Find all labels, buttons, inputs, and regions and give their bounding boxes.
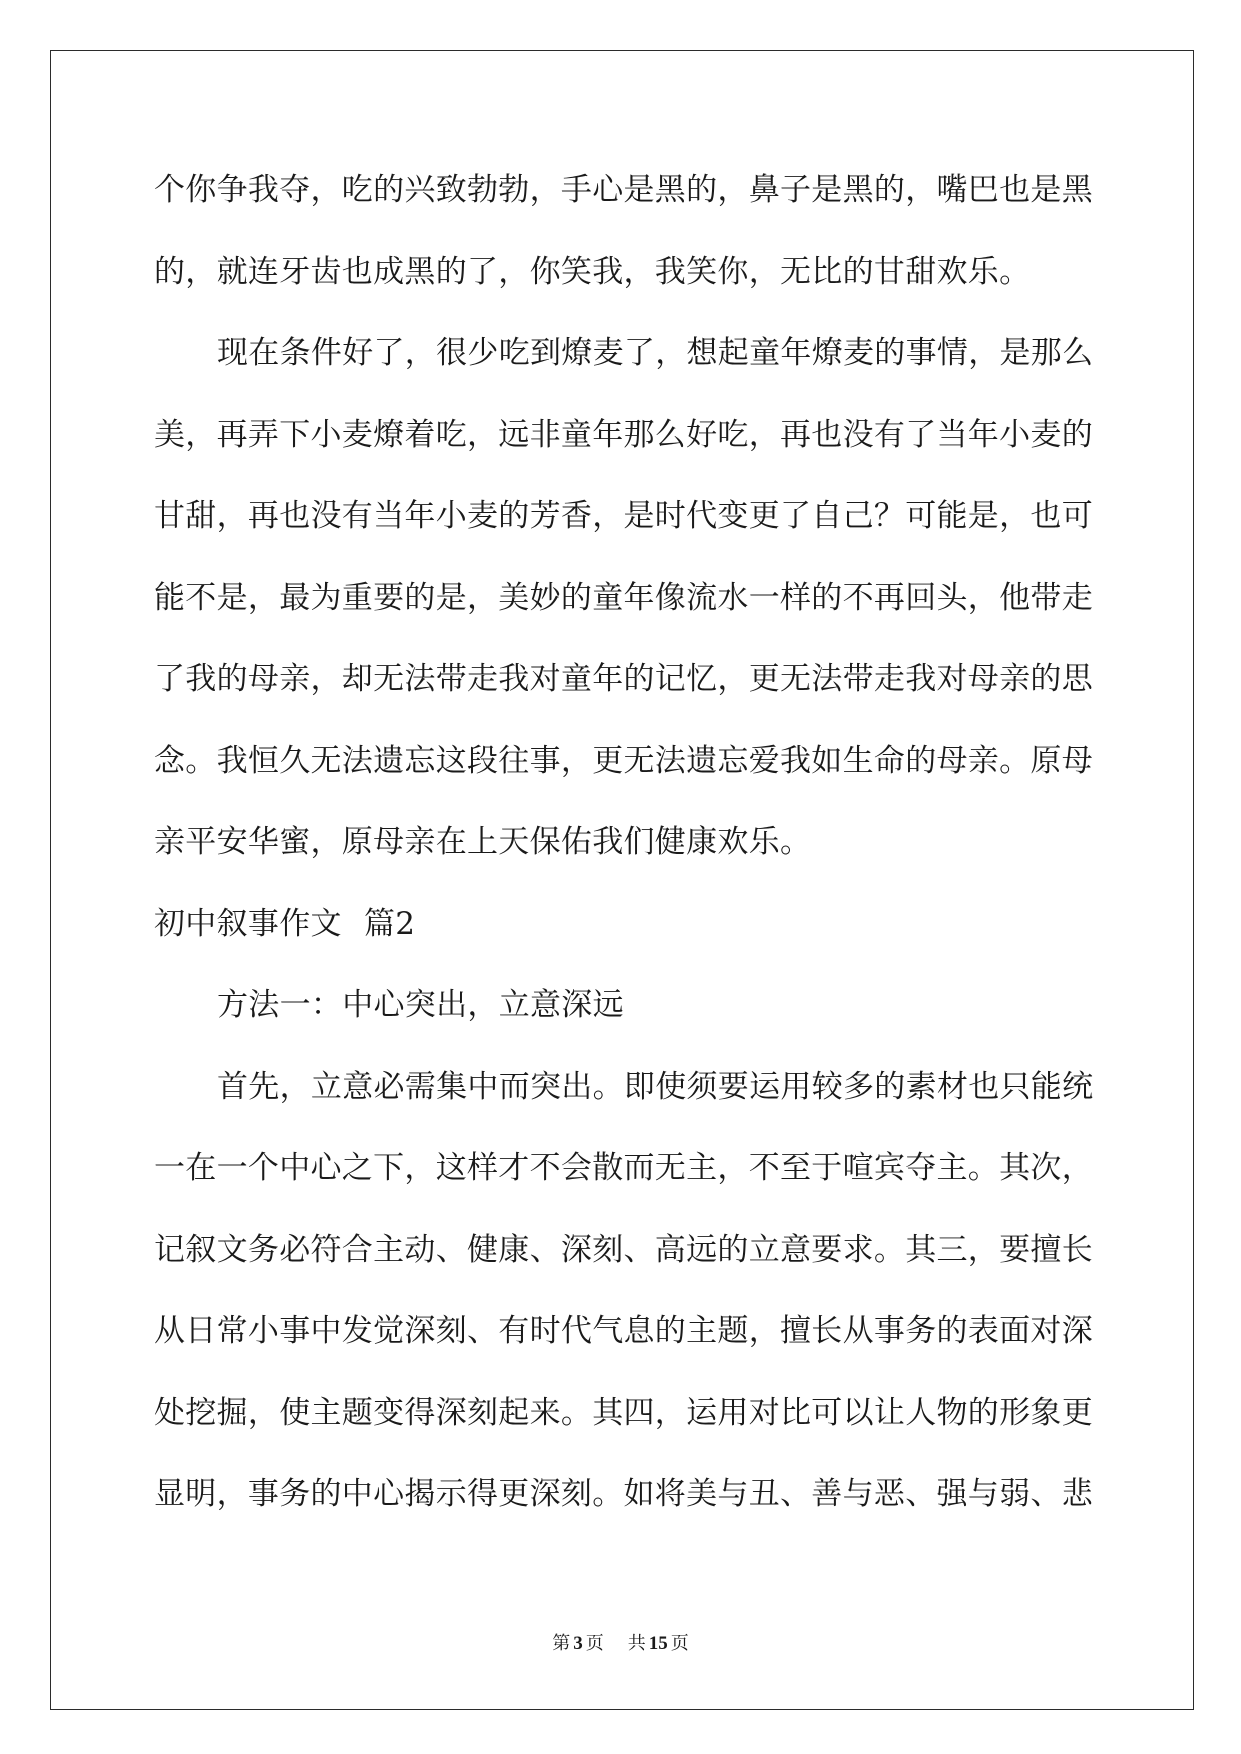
text-line: 念。我恒久无法遗忘这段往事，更无法遗忘爱我如生命的母亲。原母 xyxy=(154,742,1093,779)
page-number-prefix: 第 xyxy=(552,1633,571,1654)
page-footer xyxy=(0,1630,1241,1658)
total-pages-suffix: 页 xyxy=(670,1633,689,1654)
paragraph xyxy=(154,1047,1154,1536)
text-line: 显明，事务的中心揭示得更深刻。如将美与丑、善与恶、强与弱、悲 xyxy=(154,1476,1093,1512)
page-number-suffix: 页 xyxy=(585,1633,604,1654)
text-line: 记叙文务必符合主动、健康、深刻、高远的立意要求。其三，要擅长 xyxy=(154,1231,1093,1268)
document-body xyxy=(154,150,1154,1536)
section-title: 初中叙事作文 篇2 xyxy=(154,905,416,942)
text-line: 的，就连牙齿也成黑的了，你笑我，我笑你，无比的甘甜欢乐。 xyxy=(154,253,1031,290)
text-line: 个你争我夺，吃的兴致勃勃，手心是黑的，鼻子是黑的，嘴巴也是黑 xyxy=(154,172,1093,208)
text-line: 能不是，最为重要的是，美妙的童年像流水一样的不再回头，他带走 xyxy=(154,579,1093,616)
text-line: 处挖掘，使主题变得深刻起来。其四，运用对比可以让人物的形象更 xyxy=(154,1394,1093,1431)
text-line: 现在条件好了，很少吃到燎麦了，想起童年燎麦的事情，是那么 xyxy=(217,335,1094,371)
text-line: 美，再弄下小麦燎着吃，远非童年那么好吃，再也没有了当年小麦的 xyxy=(154,416,1093,453)
text-line: 甘甜，再也没有当年小麦的芳香，是时代变更了自己？可能是，也可 xyxy=(154,498,1093,534)
text-line: 一在一个中心之下，这样才不会散而无主，不至于喧宾夺主。其次， xyxy=(154,1150,1093,1186)
text-line: 亲平安华蜜，原母亲在上天保佑我们健康欢乐。 xyxy=(154,824,812,860)
method-heading: 方法一：中心突出，立意深远 xyxy=(217,987,624,1023)
text-line: 首先，立意必需集中而突出。即使须要运用较多的素材也只能统 xyxy=(217,1068,1094,1105)
total-pages-prefix: 共 xyxy=(627,1633,646,1654)
text-line: 从日常小事中发觉深刻、有时代气息的主题，擅长从事务的表面对深 xyxy=(154,1313,1093,1349)
total-pages: 15 xyxy=(648,1633,668,1654)
text-line: 了我的母亲，却无法带走我对童年的记忆，更无法带走我对母亲的思 xyxy=(154,661,1093,697)
page-number: 3 xyxy=(573,1633,583,1654)
paragraph xyxy=(154,313,1154,884)
paragraph-continued xyxy=(154,150,1154,313)
